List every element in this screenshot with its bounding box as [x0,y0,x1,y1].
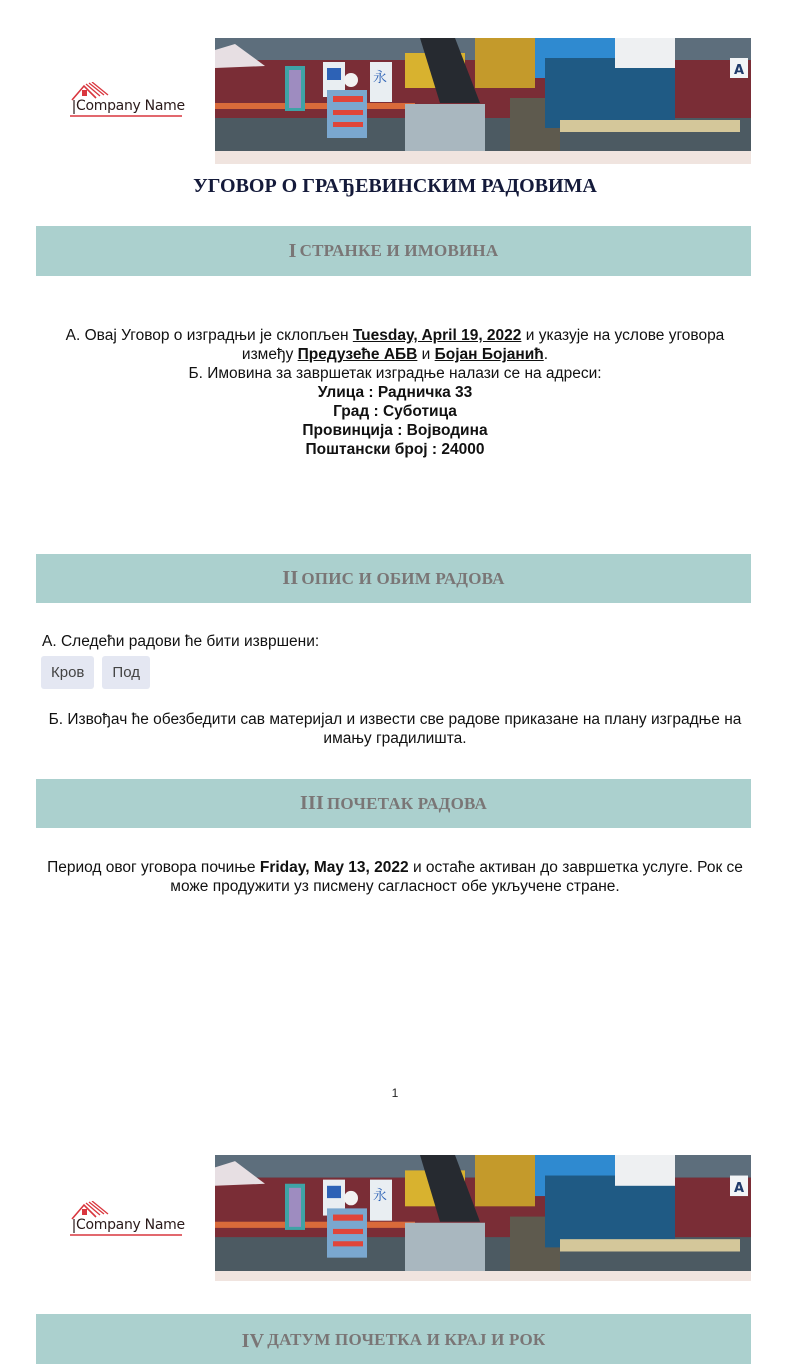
text: и указује на услове уговора између [241,327,725,363]
construction-photo [215,38,751,151]
contract-date: Tuesday, April 19, 2022 [352,327,522,344]
property-intro: Б. Имовина за завршетак изградње налази се на адреси: [188,365,602,382]
page-2 [0,1120,790,1352]
section-header-2 [36,554,751,603]
logo-text: Company Name [76,1217,185,1233]
section-number: III [300,792,324,814]
commencement-paragraph [40,858,750,896]
text: и [417,346,435,363]
address-postal-code: Поштански број : 24000 [305,441,485,458]
construction-photo [215,1155,751,1271]
svg-text:A: A [734,1180,745,1197]
section-title: СТРАНКЕ И ИМОВИНА [299,241,499,260]
section-header-3 [36,779,751,828]
svg-text:永: 永 [373,70,387,86]
works-tags [41,656,158,689]
address-province: Провинција : Војводина [302,422,488,439]
section-number: I [288,239,297,262]
svg-text:永: 永 [373,1188,387,1205]
section-title: ДАТУМ ПОЧЕТКА И КРАЈ И РОК [267,1330,546,1349]
text: Период овог уговора почиње [47,859,260,876]
text: и остаће активан до завршетка услуге. Рок се може продужити уз писмену сагласност обе укључене стране. [170,859,743,895]
section-title: ОПИС И ОБИМ РАДОВА [301,568,505,588]
company-logo [70,1201,185,1241]
header-banner [215,38,751,164]
svg-text:A: A [734,63,745,78]
section-header-1 [36,226,751,276]
page-header [0,1155,790,1285]
work-tag-floor: Под [102,656,150,689]
logo-text: Company Name [76,98,185,114]
section-header-4 [36,1314,751,1364]
party-contractor: Предузеће АБВ [297,346,418,363]
address-street: Улица : Радничка 33 [317,384,473,401]
works-intro: А. Следећи радови ће бити извршени: [42,633,320,650]
parties-paragraph [40,326,750,459]
section-number: II [282,567,299,589]
section-title: ПОЧЕТАК РАДОВА [327,793,487,813]
header-banner [215,1155,751,1281]
document-title: УГОВОР О ГРАЂЕВИНСКИМ РАДОВИМА [193,175,597,197]
page-number: 1 [391,1086,399,1100]
text: . [543,346,549,363]
page-header [0,38,790,168]
address-city: Град : Суботица [333,403,457,420]
party-client: Бојан Бојанић [434,346,544,363]
start-date: Friday, May 13, 2022 [259,859,409,876]
text: А. Овај Уговор о изградњи је склопљен [65,327,353,344]
works-scope-paragraph: Б. Извођач ће обезбедити сав материјал и извести све радове приказане на плану изградње на имању градилишта. [48,711,742,747]
work-tag-roof: Кров [41,656,94,689]
section-number: IV [241,1330,265,1352]
company-logo [70,82,185,122]
